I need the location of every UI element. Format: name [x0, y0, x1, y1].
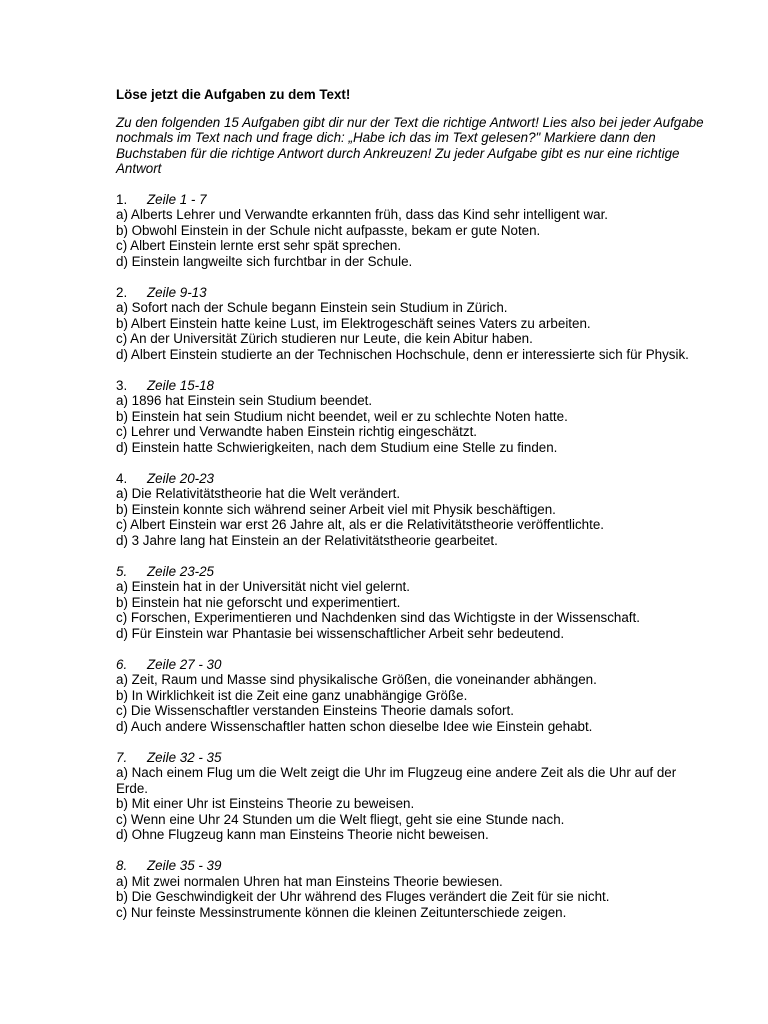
- answer-option: c) Albert Einstein war erst 26 Jahre alt, als er die Relativitätstheorie veröffentlichte.: [116, 517, 604, 532]
- line-reference: Zeile 20-23: [147, 470, 214, 486]
- worksheet-heading: Löse jetzt die Aufgaben zu dem Text!: [116, 87, 351, 102]
- answer-option: d) Ohne Flugzeug kann man Einsteins Theorie nicht beweisen.: [116, 827, 489, 842]
- answer-option: b) Mit einer Uhr ist Einsteins Theorie zu beweisen.: [116, 796, 415, 811]
- answer-option: a) Alberts Lehrer und Verwandte erkannten früh, dass das Kind sehr intelligent war.: [116, 207, 609, 222]
- answer-option: c) Forschen, Experimentieren und Nachdenken sind das Wichtigste in der Wissenschaft.: [116, 610, 640, 625]
- answer-option: a) Mit zwei normalen Uhren hat man Einsteins Theorie bewiesen.: [116, 873, 503, 889]
- question-number: 2.: [116, 284, 128, 300]
- question-header: [116, 858, 706, 874]
- line-reference: Zeile 9-13: [147, 284, 207, 300]
- question-number: 1.: [116, 191, 128, 207]
- question-number: 4.: [116, 470, 128, 486]
- question-header: [116, 285, 706, 301]
- answer-option: b) Einstein hat nie geforscht und experimentiert.: [116, 594, 401, 610]
- answer-option: c) Die Wissenschaftler verstanden Einsteins Theorie damals sofort.: [116, 703, 514, 718]
- question-number: 6.: [116, 656, 128, 672]
- question-5: [116, 564, 706, 642]
- line-reference: Zeile 15-18: [147, 377, 214, 393]
- question-header: [116, 564, 706, 580]
- answer-option: c) Nur feinste Messinstrumente können die kleinen Zeitunterschiede zeigen.: [116, 904, 567, 920]
- answer-option: a) Zeit, Raum und Masse sind physikalische Größen, die voneinander abhängen.: [116, 672, 597, 687]
- answer-option: b) Albert Einstein hatte keine Lust, im Elektrogeschäft seines Vaters zu arbeiten.: [116, 315, 591, 331]
- answer-option: a) Einstein hat in der Universität nicht viel gelernt.: [116, 579, 410, 594]
- answer-option: b) In Wirklichkeit ist die Zeit eine ganz unabhängige Größe.: [116, 687, 468, 703]
- question-header: [116, 192, 706, 208]
- question-1: [116, 192, 706, 270]
- question-4: [116, 471, 706, 549]
- question-3: [116, 378, 706, 456]
- line-reference: Zeile 27 - 30: [147, 656, 222, 672]
- question-2: [116, 285, 706, 363]
- line-reference: Zeile 35 - 39: [147, 858, 222, 873]
- answer-option: b) Obwohl Einstein in der Schule nicht aufpasste, bekam er gute Noten.: [116, 222, 541, 238]
- line-reference: Zeile 23-25: [147, 563, 214, 579]
- question-header: [116, 657, 706, 673]
- answer-option: b) Einstein hat sein Studium nicht beendet, weil er zu schlechte Noten hatte.: [116, 408, 568, 424]
- answer-option: c) Lehrer und Verwandte haben Einstein richtig eingeschätzt.: [116, 424, 478, 439]
- answer-option: d) 3 Jahre lang hat Einstein an der Relativitätstheorie gearbeitet.: [116, 532, 498, 548]
- answer-option: d) Einstein langweilte sich furchtbar in der Schule.: [116, 253, 413, 269]
- answer-option: b) Einstein konnte sich während seiner Arbeit viel mit Physik beschäftigen.: [116, 501, 556, 517]
- answer-option: c) An der Universität Zürich studieren nur Leute, die kein Abitur haben.: [116, 331, 533, 346]
- answer-option: a) Sofort nach der Schule begann Einstein sein Studium in Zürich.: [116, 300, 508, 315]
- question-number: 7.: [116, 749, 128, 765]
- question-header: [116, 750, 706, 766]
- answer-option: d) Für Einstein war Phantasie bei wissenschaftlicher Arbeit sehr bedeutend.: [116, 625, 565, 641]
- instructions-paragraph: Zu den folgenden 15 Aufgaben gibt dir nur der Text die richtige Antwort! Lies also bei jeder Aufgabe nochmals im Text nach und frage dich: „Habe ich das im Text gelesen?" Markiere dann den Buchstaben für die richtige Antwort durch Ankreuzen! Zu jeder Aufgabe gibt es nur eine richtige Antwort: [116, 114, 704, 176]
- answer-option: c) Albert Einstein lernte erst sehr spät sprechen.: [116, 238, 402, 253]
- answer-option: a) Nach einem Flug um die Welt zeigt die Uhr im Flugzeug eine andere Zeit als die Uhr auf der Erde.: [116, 765, 677, 796]
- line-reference: Zeile 32 - 35: [147, 749, 222, 765]
- question-number: 8.: [116, 858, 128, 873]
- line-reference: Zeile 1 - 7: [147, 191, 207, 207]
- question-header: [116, 471, 706, 487]
- answer-option: b) Die Geschwindigkeit der Uhr während des Fluges verändert die Zeit für sie nicht.: [116, 889, 610, 904]
- answer-option: a) 1896 hat Einstein sein Studium beendet.: [116, 393, 373, 408]
- worksheet: [116, 87, 706, 936]
- question-header: [116, 378, 706, 394]
- question-7: [116, 750, 706, 843]
- question-8: [116, 858, 706, 920]
- question-number: 3.: [116, 377, 128, 393]
- question-list: [116, 192, 706, 921]
- answer-option: d) Einstein hatte Schwierigkeiten, nach dem Studium eine Stelle zu finden.: [116, 439, 558, 455]
- answer-option: d) Albert Einstein studierte an der Technischen Hochschule, denn er interessierte sich für Physik.: [116, 346, 689, 362]
- answer-option: d) Auch andere Wissenschaftler hatten schon dieselbe Idee wie Einstein gehabt.: [116, 718, 593, 734]
- answer-option: c) Wenn eine Uhr 24 Stunden um die Welt fliegt, geht sie eine Stunde nach.: [116, 811, 565, 827]
- question-6: [116, 657, 706, 735]
- question-number: 5.: [116, 563, 128, 579]
- answer-option: a) Die Relativitätstheorie hat die Welt verändert.: [116, 486, 401, 501]
